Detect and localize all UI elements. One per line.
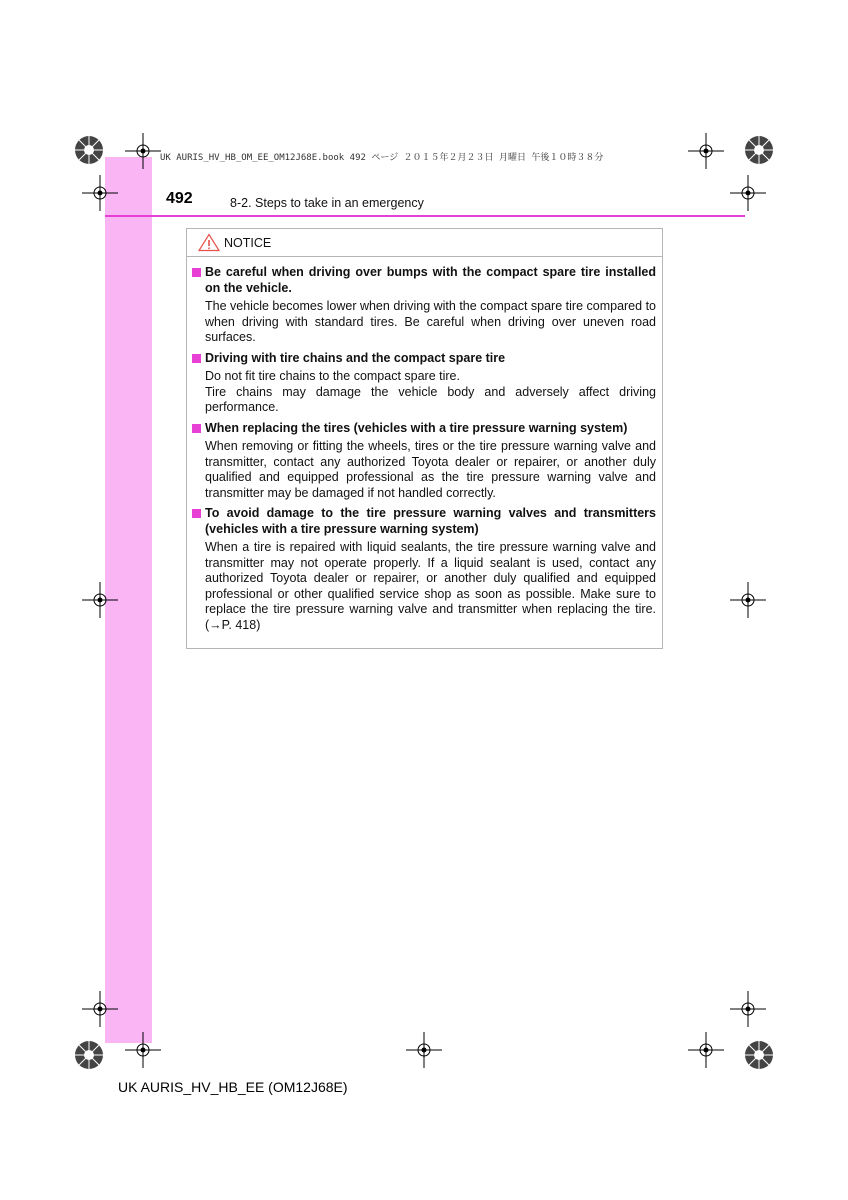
crosshair-icon — [730, 175, 766, 211]
notice-item — [190, 351, 656, 416]
registration-wheel-icon — [64, 125, 114, 175]
item-paragraph: When a tire is repaired with liquid sealants, the tire pressure warning valve and transmitter may not operate properly. If a liquid sealant is used, contact any authorized Toyota dealer or repairer, or another duly qualified and equipped professional or other qualified service shop as soon as possible. Make sure to replace the tire pressure warning valve and transmitter when replacing the tire. (→P. 418) — [205, 540, 656, 632]
crosshair-icon — [82, 582, 118, 618]
bullet-square-icon — [192, 424, 201, 433]
item-paragraph: When removing or fitting the wheels, tires or the tire pressure warning valve and transmitter, contact any authorized Toyota dealer or repairer, or another duly qualified and equipped professional as the tire pressure warning valve and transmitter may be damaged if not handled correctly. — [205, 439, 656, 500]
notice-body — [187, 257, 662, 633]
notice-box — [186, 228, 663, 649]
section-title: 8-2. Steps to take in an emergency — [230, 196, 424, 210]
page-number: 492 — [166, 190, 193, 207]
crosshair-icon — [82, 991, 118, 1027]
item-heading: To avoid damage to the tire pressure warning valves and transmitters (vehicles with a tire pressure warning system) — [205, 506, 656, 536]
item-heading: Driving with tire chains and the compact spare tire — [205, 350, 506, 365]
crosshair-icon — [125, 1032, 161, 1068]
notice-item — [190, 265, 656, 346]
header-rule — [105, 215, 745, 217]
print-info-line: UK AURIS_HV_HB_OM_EE_OM12J68E.book 492 ページ ２０１５年２月２３日 月曜日 午後１０時３８分 — [160, 153, 604, 163]
item-heading: Be careful when driving over bumps with the compact spare tire installed on the vehicle. — [205, 265, 656, 295]
notice-header — [187, 229, 662, 257]
registration-wheel-icon — [734, 125, 784, 175]
item-paragraph: Tire chains may damage the vehicle body and adversely affect driving performance. — [205, 384, 656, 414]
registration-wheel-icon — [734, 1030, 784, 1080]
crosshair-icon — [125, 133, 161, 169]
item-paragraph: Do not fit tire chains to the compact spare tire. — [205, 369, 460, 383]
crosshair-icon — [688, 1032, 724, 1068]
item-paragraph: The vehicle becomes lower when driving with the compact spare tire compared to when driving with standard tires. Be careful when driving over uneven road surfaces. — [205, 299, 656, 344]
crosshair-icon — [730, 582, 766, 618]
bullet-square-icon — [192, 268, 201, 277]
crosshair-icon — [730, 991, 766, 1027]
notice-item — [190, 421, 656, 502]
bullet-square-icon — [192, 509, 201, 518]
warning-triangle-icon — [198, 233, 220, 252]
notice-title: NOTICE — [224, 235, 272, 250]
crosshair-icon — [406, 1032, 442, 1068]
crosshair-icon — [688, 133, 724, 169]
registration-wheel-icon — [64, 1030, 114, 1080]
footer-model-code: UK AURIS_HV_HB_EE (OM12J68E) — [118, 1079, 348, 1095]
crosshair-icon — [82, 175, 118, 211]
notice-item — [190, 506, 656, 633]
item-heading: When replacing the tires (vehicles with a tire pressure warning system) — [205, 420, 628, 435]
bullet-square-icon — [192, 354, 201, 363]
